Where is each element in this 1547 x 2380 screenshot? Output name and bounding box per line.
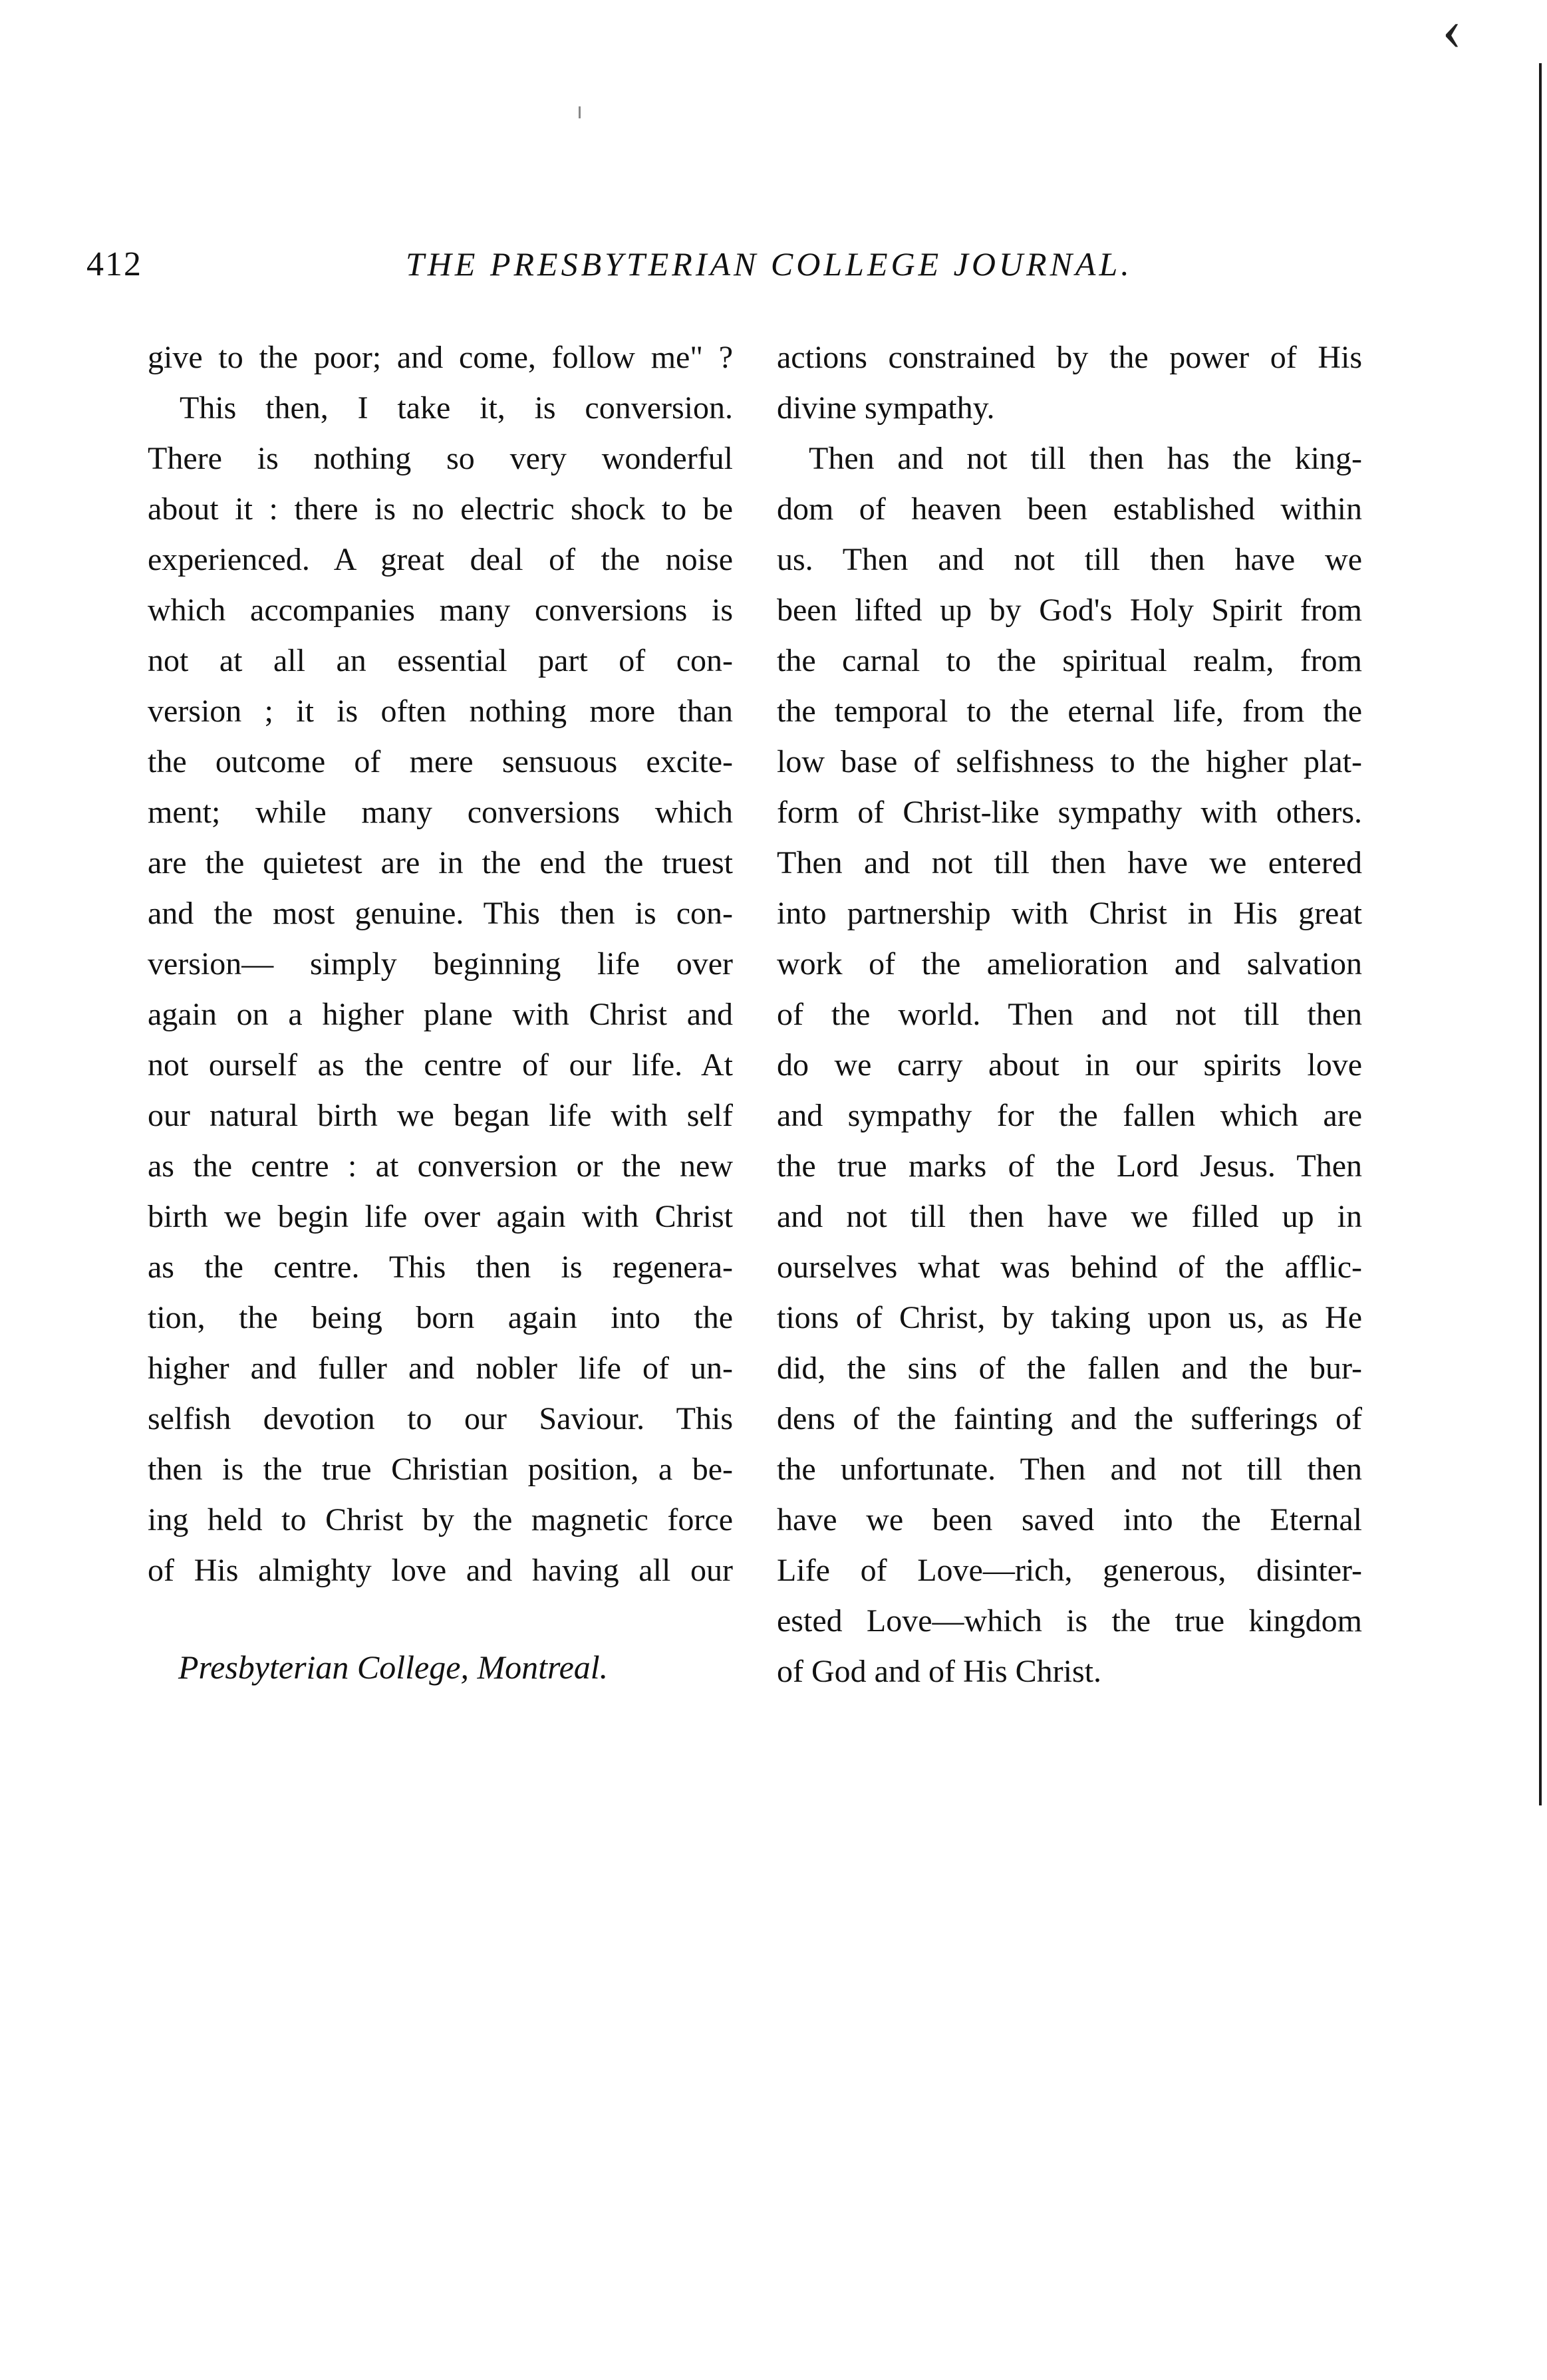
text-line: do we carry about in our spirits love (777, 1047, 1362, 1083)
text-line: into partnership with Christ in His great (777, 896, 1362, 931)
text-line: the temporal to the eternal life, from the (777, 694, 1362, 729)
text-line: selfish devotion to our Saviour. This (148, 1401, 733, 1436)
text-line: and not till then have we filled up in (777, 1199, 1362, 1234)
text-line: of His almighty love and having all our (148, 1553, 733, 1588)
text-line: as the centre. This then is regenera- (148, 1250, 733, 1285)
text-line: our natural birth we began life with self (148, 1098, 733, 1133)
text-line: have we been saved into the Eternal (777, 1502, 1362, 1537)
text-line: Then and not till then has the king- (809, 441, 1362, 476)
signature-line: Presbyterian College, Montreal. (178, 1649, 609, 1686)
text-line: not at all an essential part of con- (148, 643, 733, 678)
text-line: tion, the being born again into the (148, 1300, 733, 1335)
text-line: us. Then and not till then have we (777, 542, 1362, 577)
text-line: then is the true Christian position, a be- (148, 1452, 733, 1487)
text-line: ment; while many conversions which (148, 795, 733, 830)
text-line: This then, I take it, is conversion. (180, 390, 733, 426)
scan-speck (579, 106, 581, 118)
text-line: dens of the fainting and the sufferings of (777, 1401, 1362, 1436)
right-text-column (777, 332, 1362, 1697)
text-line: of God and of His Christ. (777, 1654, 1101, 1689)
text-line: divine sympathy. (777, 390, 995, 426)
text-line: about it : there is no electric shock to be (148, 491, 733, 527)
text-line: are the quietest are in the end the truest (148, 845, 733, 880)
text-line: the carnal to the spiritual realm, from (777, 643, 1362, 678)
text-line: did, the sins of the fallen and the bur- (777, 1351, 1362, 1386)
text-line: as the centre : at conversion or the new (148, 1148, 733, 1184)
text-line: tions of Christ, by taking upon us, as He (777, 1300, 1362, 1335)
text-line: experienced. A great deal of the noise (148, 542, 733, 577)
text-line: ing held to Christ by the magnetic force (148, 1502, 733, 1537)
text-line: version— simply beginning life over (148, 946, 733, 982)
text-line: not ourself as the centre of our life. At (148, 1047, 733, 1083)
text-line: give to the poor; and come, follow me" ? (148, 340, 733, 375)
text-line: actions constrained by the power of His (777, 340, 1362, 375)
text-line: the true marks of the Lord Jesus. Then (777, 1148, 1362, 1184)
page-edge-rule (1539, 63, 1542, 1805)
corner-tick-mark: ‹ (1442, 0, 1462, 63)
text-line: again on a higher plane with Christ and (148, 997, 733, 1032)
running-title: THE PRESBYTERIAN COLLEGE JOURNAL. (406, 245, 1133, 283)
text-line: ourselves what was behind of the afflic- (777, 1250, 1362, 1285)
text-line: and sympathy for the fallen which are (777, 1098, 1362, 1133)
text-line: the outcome of mere sensuous excite- (148, 744, 733, 779)
page-number: 412 (86, 245, 142, 283)
text-line: birth we begin life over again with Christ (148, 1199, 733, 1234)
text-line: dom of heaven been established within (777, 491, 1362, 527)
text-line: Then and not till then have we entered (777, 845, 1362, 880)
text-line: which accompanies many conversions is (148, 593, 733, 628)
left-text-column (148, 332, 733, 1596)
text-line: There is nothing so very wonderful (148, 441, 733, 476)
text-line: of the world. Then and not till then (777, 997, 1362, 1032)
text-line: work of the amelioration and salvation (777, 946, 1362, 982)
text-line: and the most genuine. This then is con- (148, 896, 733, 931)
text-line: higher and fuller and nobler life of un- (148, 1351, 733, 1386)
text-line: Life of Love—rich, generous, disinter- (777, 1553, 1362, 1588)
text-line: form of Christ-like sympathy with others. (777, 795, 1362, 830)
text-line: been lifted up by God's Holy Spirit from (777, 593, 1362, 628)
text-line: ested Love—which is the true kingdom (777, 1603, 1362, 1639)
text-line: low base of selfishness to the higher plat- (777, 744, 1362, 779)
text-line: the unfortunate. Then and not till then (777, 1452, 1362, 1487)
text-line: version ; it is often nothing more than (148, 694, 733, 729)
page-header (86, 245, 1496, 291)
